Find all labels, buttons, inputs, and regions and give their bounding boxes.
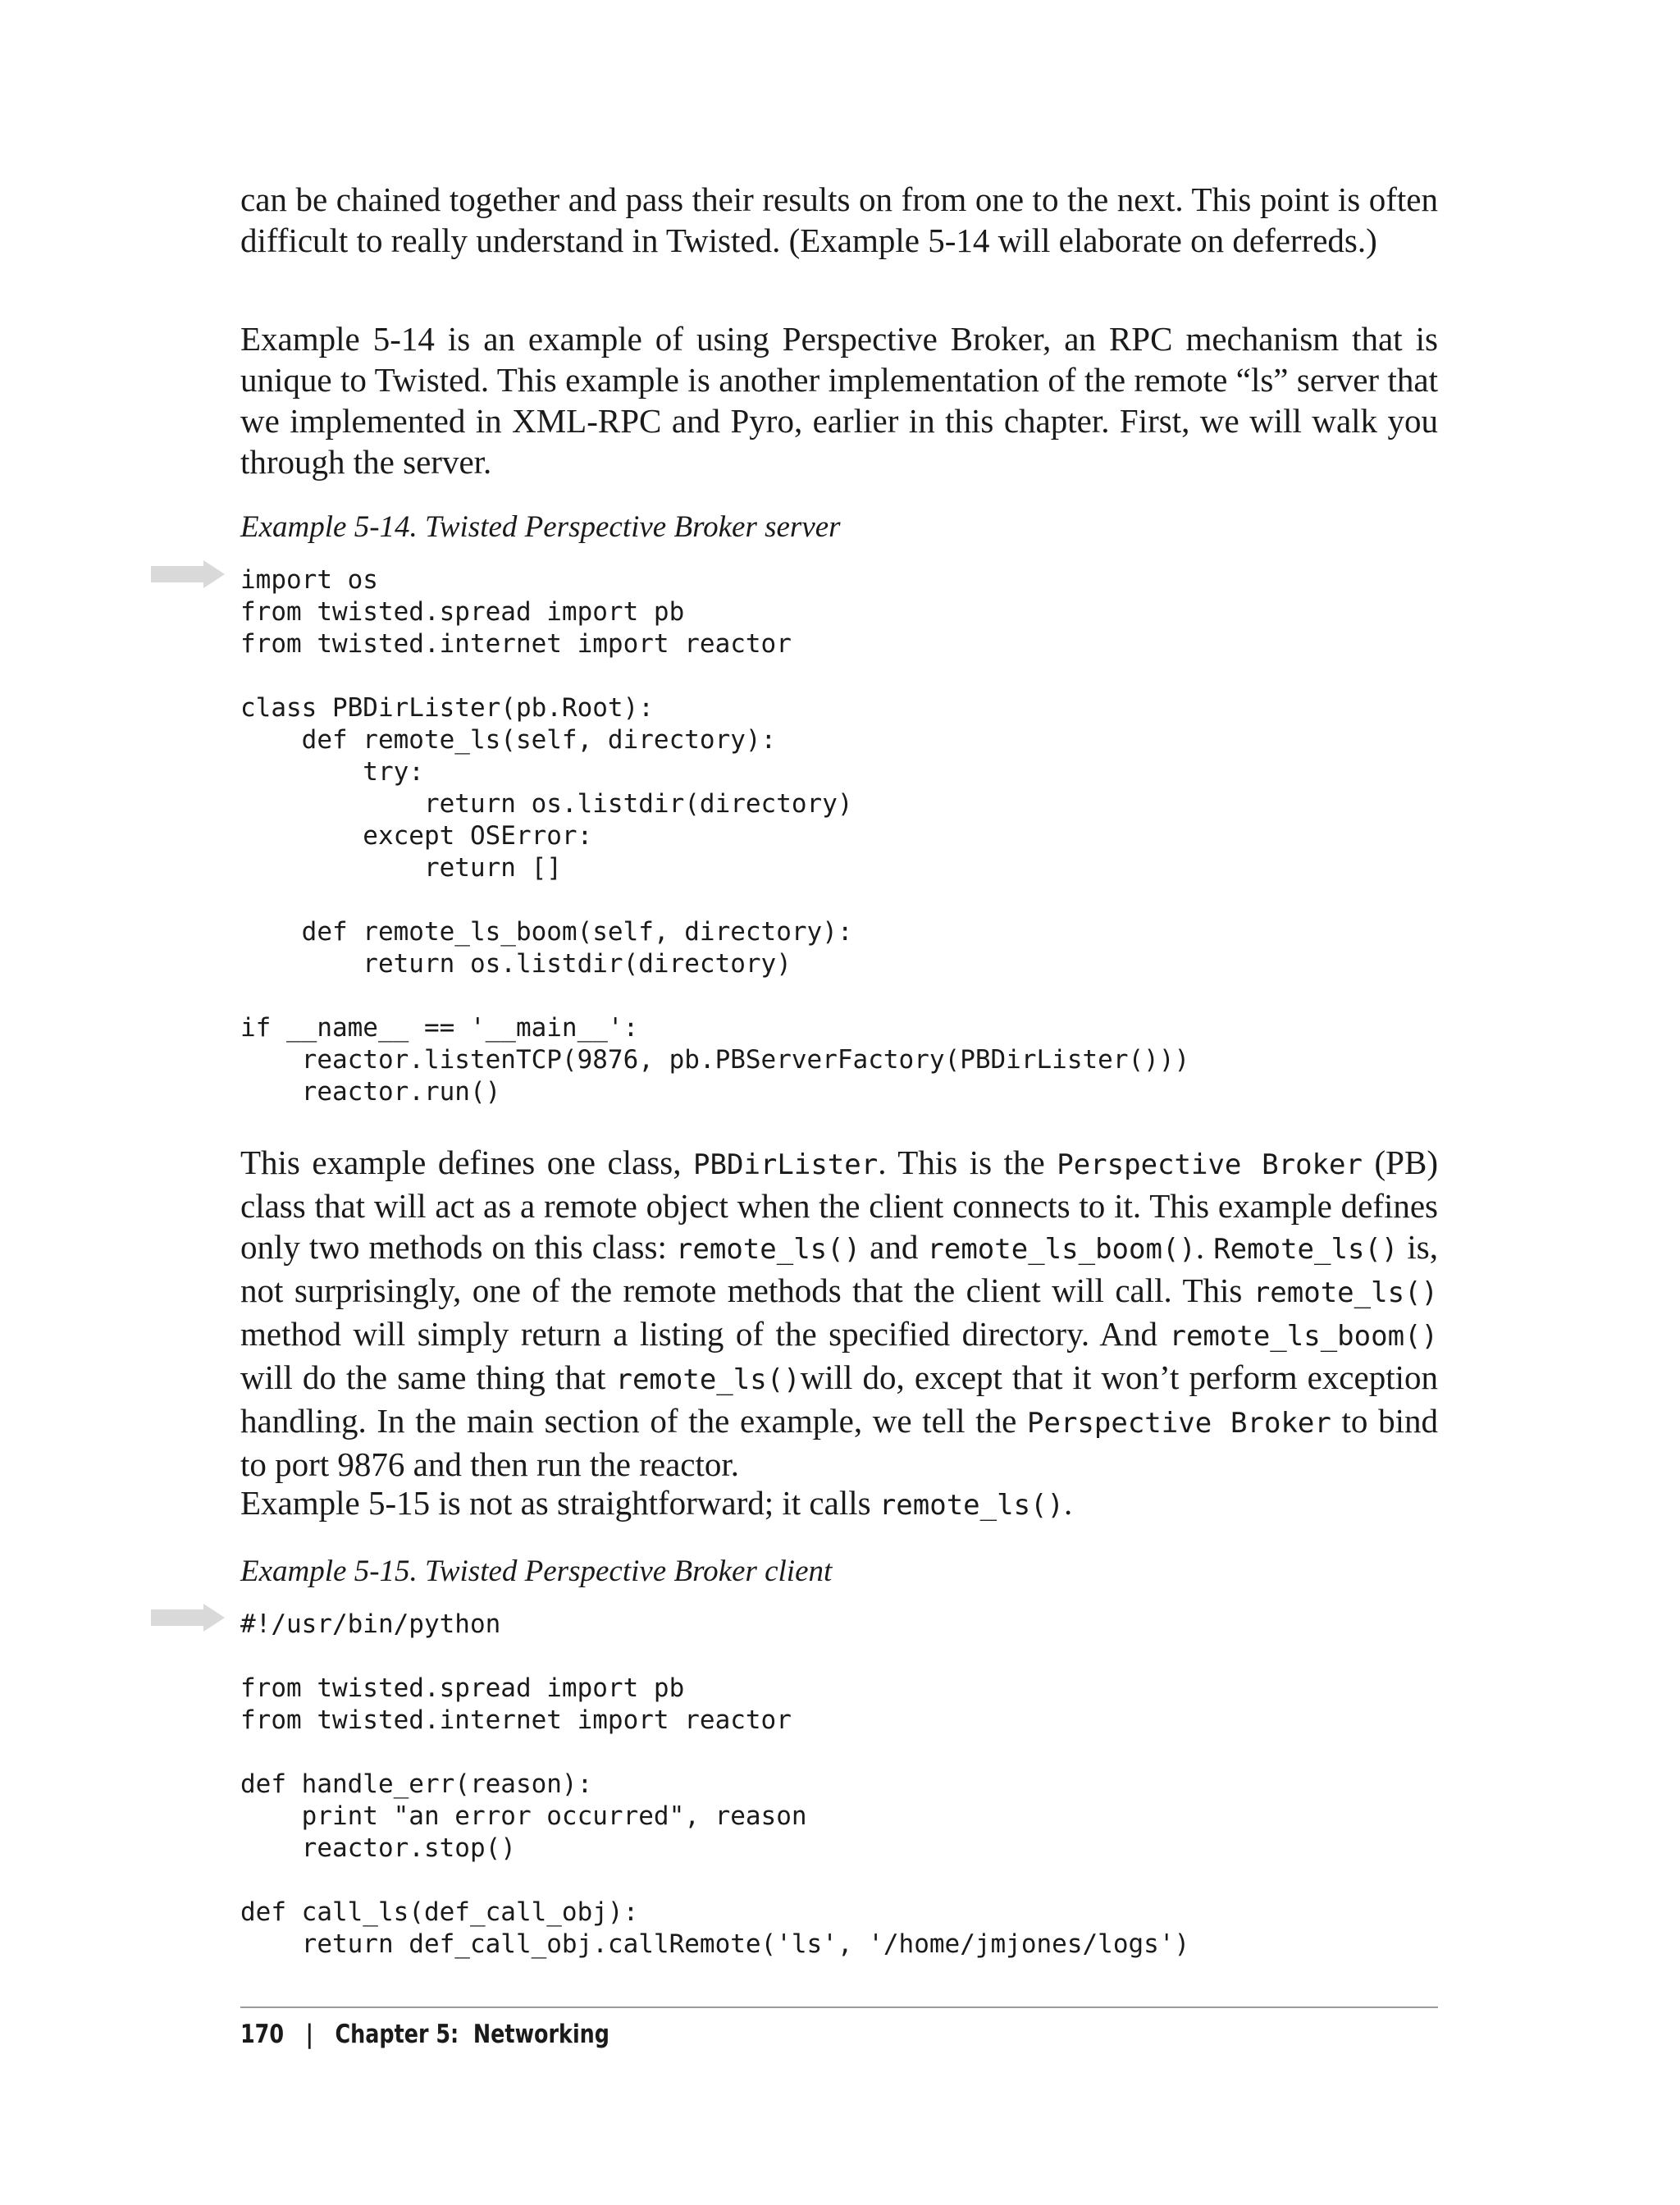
text-run: Example 5-15 is not as straightforward; it calls xyxy=(240,1484,879,1522)
page-footer xyxy=(240,2020,609,2049)
server-code-block xyxy=(240,564,1438,1108)
text-run: will do, except that it won’t perform exception handling. In the main section of the example, we tell the xyxy=(240,1358,1438,1440)
text-run: method will simply return a listing of the specified directory. And xyxy=(240,1315,1170,1353)
inline-code: Remote_ls() xyxy=(1213,1233,1399,1266)
paragraph-2 xyxy=(240,318,1438,482)
inline-code: remote_ls() xyxy=(615,1363,801,1396)
paragraph-3 xyxy=(240,1142,1438,1485)
text-run: to bind to port 9876 and then run the reactor. xyxy=(240,1402,1438,1483)
paragraph-text: can be chained together and pass their results on from one to the next. This point is often difficult to really understand in Twisted. (Example 5-14 will elaborate on deferreds.) xyxy=(240,180,1438,259)
text-run: . xyxy=(1064,1484,1073,1522)
caption-text: Example 5-14. Twisted Perspective Broker server xyxy=(240,510,841,544)
code-listing: import os from twisted.spread import pb from twisted.internet import reactor class PBDirLister(pb.Root): def remote_ls(self, directory): try: return os.listdir(directory) except OSError: return [] def remote_ls_boom(self, directory): return os.listdir(directory) if __name__ == '__main__': reactor.listenTCP(9876, pb.PBServerFactory(PBDirLister())) reactor.run() xyxy=(240,565,1190,1107)
text-run: . xyxy=(1195,1228,1214,1266)
arrow-right-icon xyxy=(151,1604,225,1632)
paragraph-text xyxy=(240,1482,1438,1526)
chapter-title: Chapter 5: Networking xyxy=(335,2020,609,2049)
footer-separator: | xyxy=(305,2020,313,2049)
text-run: (PB) class that will act as a remote object when the client connects to it. This example defines only two methods on this class: xyxy=(240,1144,1438,1266)
inline-code: PBDirLister xyxy=(693,1148,879,1181)
paragraph-1 xyxy=(240,179,1438,261)
paragraph-text xyxy=(240,1142,1438,1485)
example-5-14-caption xyxy=(240,509,1438,546)
text-run: and xyxy=(861,1228,928,1266)
arrow-right-icon xyxy=(151,560,225,588)
code-listing: #!/usr/bin/python from twisted.spread import pb from twisted.internet import reactor def handle_err(reason): print "an error occurred", reason reactor.stop() def call_ls(def_call_obj): return def_call_obj.callRemote('ls', '/home/jmjones/logs') xyxy=(240,1609,1190,1959)
inline-code: Perspective Broker xyxy=(1057,1148,1363,1181)
text-run: This example defines one class, xyxy=(240,1144,694,1181)
footer-rule xyxy=(240,2006,1438,2008)
text-run: . This is the xyxy=(878,1144,1057,1181)
inline-code: remote_ls() xyxy=(675,1233,861,1266)
inline-code: remote_ls() xyxy=(1253,1276,1438,1309)
caption-text: Example 5-15. Twisted Perspective Broker client xyxy=(240,1554,833,1588)
client-code-block xyxy=(240,1609,1438,1961)
text-run: is, not surprisingly, one of the remote methods that the client will call. This xyxy=(240,1228,1439,1309)
paragraph-text: Example 5-14 is an example of using Perspective Broker, an RPC mechanism that is unique to Twisted. This example is another implementation of the remote “ls” server that we implemented in XML-RPC and Pyro, earlier in this chapter. First, we will walk you through the server. xyxy=(240,320,1438,481)
example-5-15-caption xyxy=(240,1553,1438,1591)
inline-code: remote_ls_boom() xyxy=(927,1233,1196,1266)
text-run: will do the same thing that xyxy=(240,1358,616,1396)
page-number: 170 xyxy=(240,2020,285,2049)
paragraph-4 xyxy=(240,1482,1438,1526)
inline-code: remote_ls_boom() xyxy=(1169,1320,1438,1353)
inline-code: remote_ls() xyxy=(879,1489,1064,1522)
inline-code: Perspective Broker xyxy=(1027,1407,1331,1440)
